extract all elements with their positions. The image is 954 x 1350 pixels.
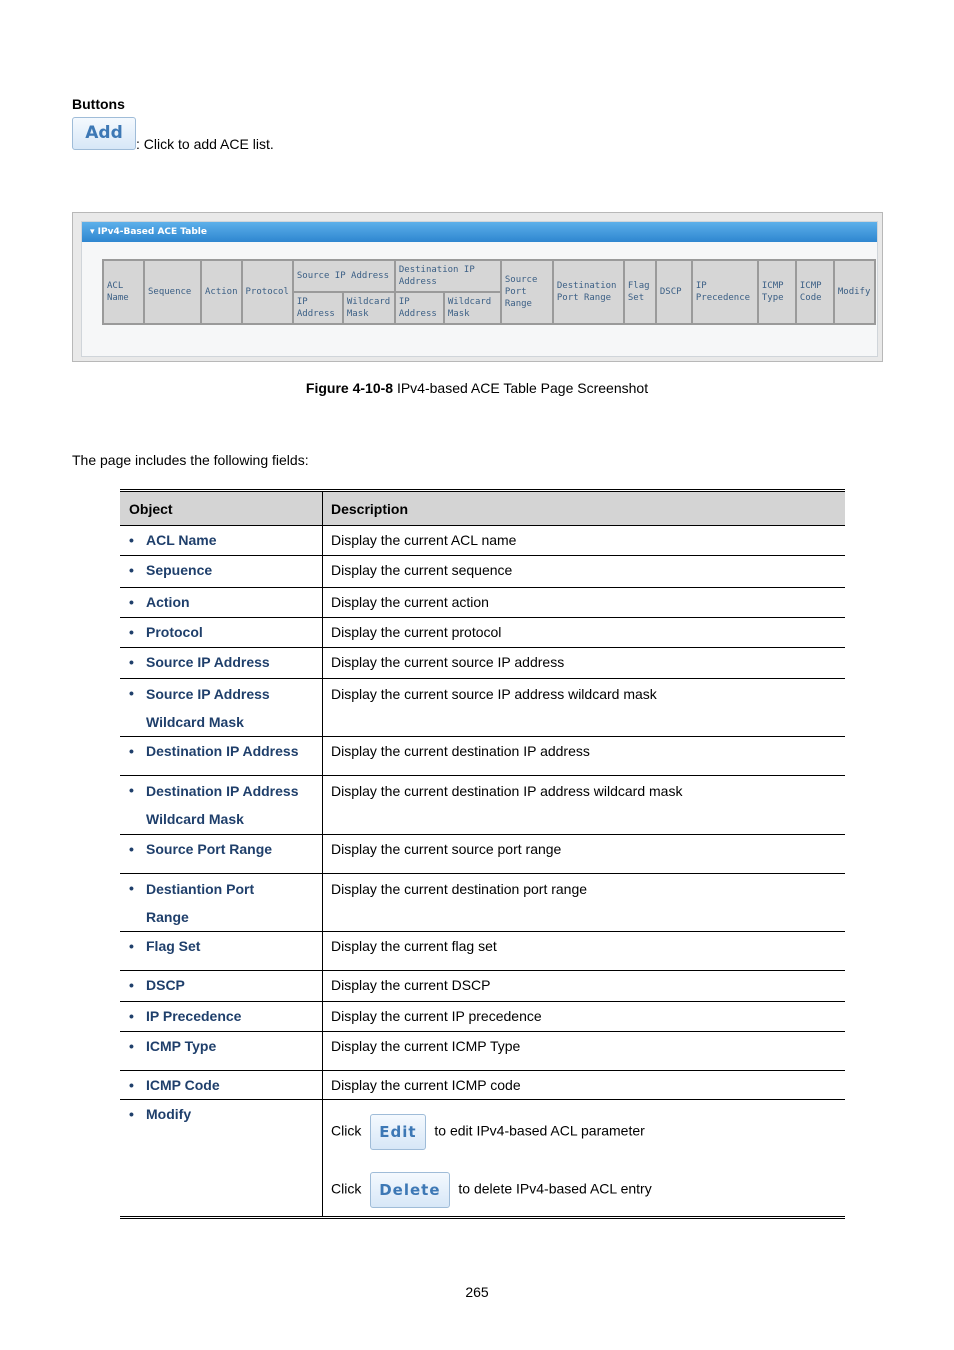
- ace-table-panel-header: [82, 222, 877, 242]
- buttons-section-title: Buttons: [72, 96, 125, 112]
- object-description: Display the current source port range: [323, 835, 846, 874]
- edit-button[interactable]: Edit: [370, 1114, 425, 1150]
- ace-table: [102, 259, 876, 325]
- col-sequence: Sequence: [144, 260, 201, 324]
- fields-table-header: [120, 491, 845, 526]
- col-protocol: Protocol: [242, 260, 293, 324]
- object-description: Display the current destination port range: [323, 874, 846, 932]
- table-row: [120, 874, 845, 932]
- object-name: • Source IP Address: [120, 648, 322, 676]
- object-name: Source IP Address: [146, 686, 270, 702]
- object-name: • Sepuence: [120, 556, 322, 584]
- col-action: Action: [201, 260, 242, 324]
- object-description: Display the current protocol: [323, 618, 846, 648]
- object-name: • Action: [120, 588, 322, 616]
- intro-text: The page includes the following fields:: [72, 452, 309, 468]
- col-source-wildcard: Wildcard Mask: [343, 292, 395, 324]
- object-name: • Protocol: [120, 618, 322, 646]
- table-row: [120, 618, 845, 648]
- object-description: Display the current source IP address wildcard mask: [323, 679, 846, 737]
- table-row: [120, 1071, 845, 1100]
- header-description: Description: [323, 491, 846, 526]
- ace-table-screenshot: [72, 212, 883, 362]
- object-name: • Modify: [120, 1100, 322, 1128]
- object-description: Display the current destination IP address: [323, 737, 846, 776]
- col-dscp: DSCP: [656, 260, 692, 324]
- table-row: [120, 556, 845, 588]
- object-name-line2: Range: [146, 909, 189, 925]
- table-row: [120, 648, 845, 679]
- header-object: Object: [120, 491, 323, 526]
- table-row: [120, 737, 845, 776]
- table-row: [120, 932, 845, 971]
- delete-prefix: Click: [331, 1180, 362, 1197]
- object-description: Display the current destination IP address wildcard mask: [323, 776, 846, 835]
- object-description: Display the current action: [323, 588, 846, 618]
- col-modify: Modify: [834, 260, 875, 324]
- edit-suffix: to edit IPv4-based ACL parameter: [434, 1122, 645, 1139]
- table-row: [120, 835, 845, 874]
- table-row: [120, 526, 845, 556]
- object-name: • IP Precedence: [120, 1002, 322, 1030]
- object-name: • DSCP: [120, 971, 322, 999]
- object-name: Destiantion Port: [146, 881, 255, 897]
- table-row: [120, 1032, 845, 1071]
- ace-table-panel: [81, 221, 878, 357]
- object-name: • ICMP Type: [120, 1032, 322, 1060]
- figure-label: Figure 4-10-8: [305, 380, 394, 396]
- table-row: [120, 588, 845, 618]
- add-button-description: : Click to add ACE list.: [136, 136, 274, 152]
- object-description: Display the current flag set: [323, 932, 846, 971]
- object-description: Display the current ICMP code: [323, 1071, 846, 1100]
- object-name: • ACL Name: [120, 526, 322, 554]
- col-destination-port-range: Destination Port Range: [553, 260, 624, 324]
- col-destination-ip-address: Destination IP Address: [395, 260, 501, 292]
- table-row: [120, 971, 845, 1002]
- figure-caption: [0, 380, 954, 396]
- object-name: • Source Port Range: [120, 835, 322, 863]
- object-name: Destination IP Address: [146, 783, 299, 799]
- object-description: Display the current IP precedence: [323, 1002, 846, 1032]
- col-destination-wildcard: Wildcard Mask: [444, 292, 501, 324]
- col-destination-ip: IP Address: [395, 292, 444, 324]
- col-source-port-range: Source Port Range: [501, 260, 553, 324]
- col-icmp-type: ICMP Type: [758, 260, 796, 324]
- object-name-line2: Wildcard Mask: [146, 811, 244, 827]
- figure-text: IPv4-based ACE Table Page Screenshot: [393, 380, 649, 396]
- object-description: Display the current source IP address: [323, 648, 846, 679]
- object-name: • Flag Set: [120, 932, 322, 960]
- table-row: [120, 679, 845, 737]
- col-icmp-code: ICMP Code: [796, 260, 834, 324]
- delete-button[interactable]: Delete: [370, 1172, 449, 1208]
- add-button[interactable]: Add: [72, 117, 136, 150]
- col-ip-precedence: IP Precedence: [692, 260, 758, 324]
- object-name-line2: Wildcard Mask: [146, 714, 244, 730]
- col-source-ip: IP Address: [293, 292, 343, 324]
- object-description: Display the current ACL name: [323, 526, 846, 556]
- table-row: [120, 1002, 845, 1032]
- table-row: [120, 776, 845, 835]
- object-description: Display the current ICMP Type: [323, 1032, 846, 1071]
- modify-description: [323, 1100, 846, 1218]
- collapse-arrow-icon[interactable]: ▾: [90, 227, 95, 237]
- ace-table-panel-title: IPv4-Based ACE Table: [97, 227, 207, 237]
- delete-suffix: to delete IPv4-based ACL entry: [458, 1180, 652, 1197]
- page-number: 265: [465, 1284, 489, 1300]
- edit-prefix: Click: [331, 1122, 362, 1139]
- col-flag-set: Flag Set: [624, 260, 656, 324]
- object-name: • Destination IP Address: [120, 737, 322, 765]
- fields-table: [120, 489, 845, 1219]
- object-description: Display the current DSCP: [323, 971, 846, 1002]
- col-acl-name: ACL Name: [103, 260, 144, 324]
- table-row-modify: [120, 1100, 845, 1218]
- col-source-ip-address: Source IP Address: [293, 260, 395, 292]
- object-description: Display the current sequence: [323, 556, 846, 588]
- object-name: • ICMP Code: [120, 1071, 322, 1099]
